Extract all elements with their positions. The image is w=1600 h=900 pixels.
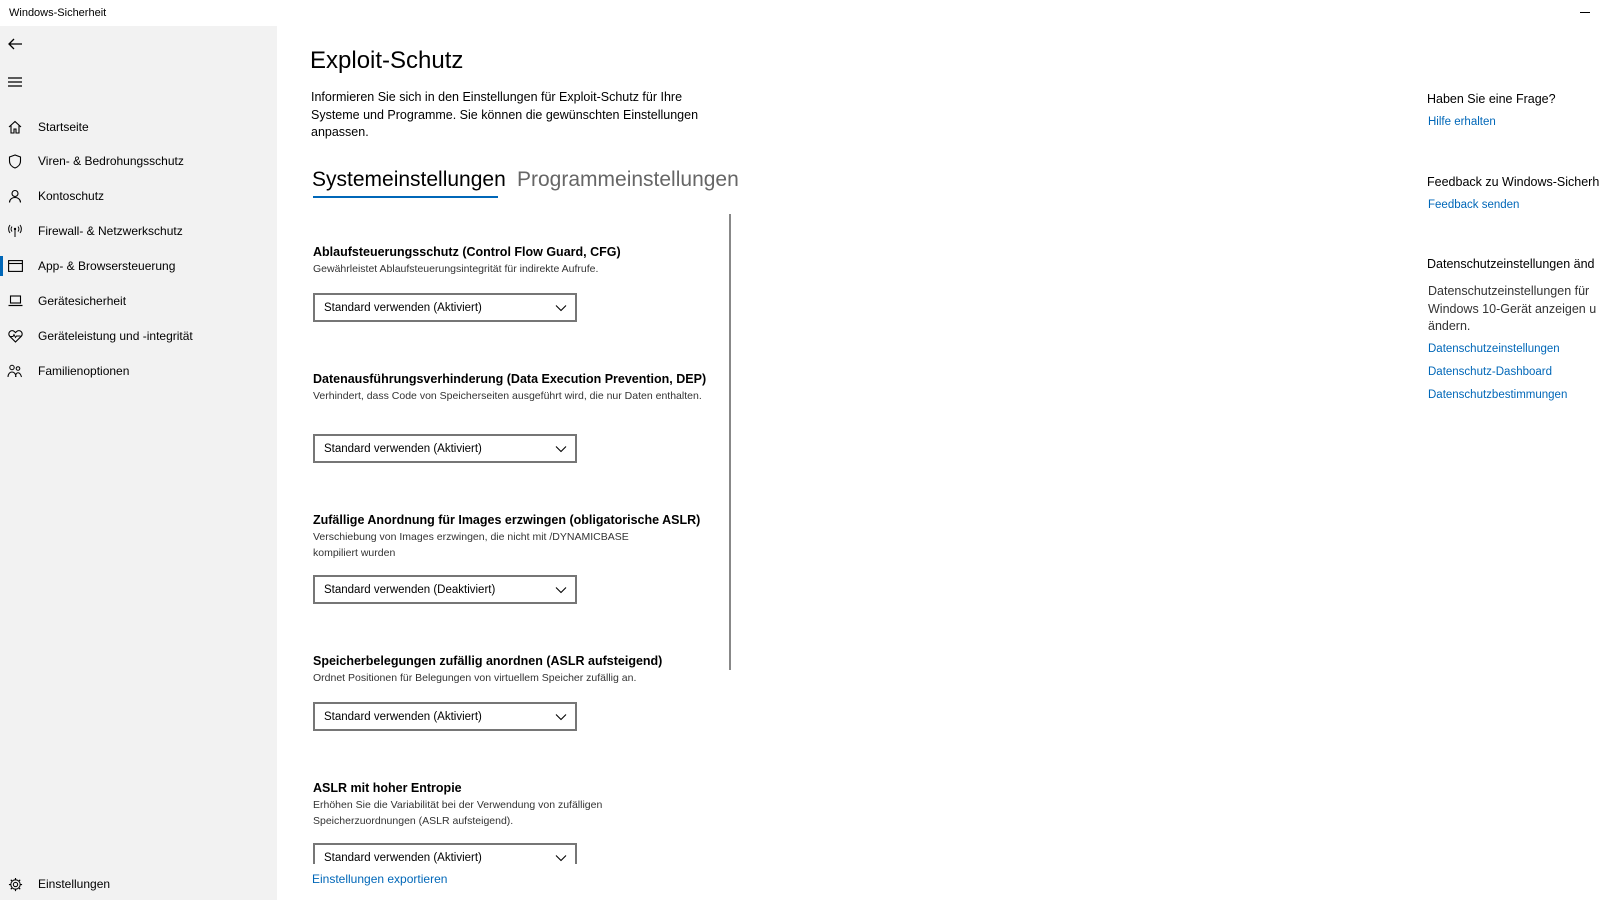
privacy-heading: Datenschutzeinstellungen änd — [1427, 257, 1595, 271]
sidebar-item-account-protection[interactable] — [0, 179, 277, 213]
sidebar-item-device-security[interactable] — [0, 284, 277, 318]
browser-window-icon — [0, 249, 30, 283]
cfg-dropdown[interactable] — [313, 293, 577, 322]
setting-heading: Speicherbelegungen zufällig anordnen (ASLR aufsteigend) — [313, 654, 663, 668]
chevron-down-icon — [555, 443, 567, 455]
setting-heading: Datenausführungsverhinderung (Data Execution Prevention, DEP) — [313, 372, 707, 386]
setting-description: Ordnet Positionen für Belegungen von virtuellem Speicher zufällig an. — [313, 672, 637, 684]
privacy-dashboard-link[interactable]: Datenschutz-Dashboard — [1428, 366, 1553, 378]
sidebar — [0, 26, 277, 900]
sidebar-item-label: Startseite — [38, 120, 89, 134]
page-description: Informieren Sie sich in den Einstellungen für Exploit-Schutz für Ihre Systeme und Programme. Sie können die gewünschten Einstellungen anpassen. — [311, 90, 699, 139]
sidebar-item-label: Gerätesicherheit — [38, 294, 127, 308]
setting-section-mandatory-aslr — [313, 512, 723, 561]
back-button[interactable] — [4, 33, 26, 55]
privacy-description: Datenschutzeinstellungen für Windows 10-Gerät anzeigen u ändern. — [1428, 284, 1597, 333]
setting-section-cfg — [313, 244, 723, 277]
shield-icon — [0, 144, 30, 178]
chevron-down-icon — [555, 711, 567, 723]
sidebar-item-family-options[interactable] — [0, 354, 277, 388]
setting-section-bottom-up-aslr — [313, 653, 723, 686]
export-settings-link[interactable]: Einstellungen exportieren — [312, 872, 448, 886]
setting-section-dep — [313, 371, 723, 404]
setting-description: Erhöhen Sie die Variabilität bei der Verwendung von zufälligen Speicherzuordnungen (ASLR aufsteigend). — [313, 799, 603, 827]
antenna-icon — [0, 214, 30, 248]
dep-dropdown[interactable] — [313, 434, 577, 463]
back-arrow-icon — [7, 36, 23, 52]
setting-section-high-entropy-aslr — [313, 780, 723, 829]
gear-icon — [0, 868, 30, 900]
laptop-icon — [0, 284, 30, 318]
sidebar-item-label: Einstellungen — [38, 877, 111, 891]
sidebar-item-firewall[interactable] — [0, 214, 277, 248]
home-icon — [0, 110, 30, 144]
tab-program-settings[interactable]: Programmeinstellungen — [517, 168, 739, 191]
setting-heading: ASLR mit hoher Entropie — [313, 781, 462, 795]
setting-heading: Zufällige Anordnung für Images erzwingen (obligatorische ASLR) — [313, 513, 701, 527]
dropdown-value: Standard verwenden (Deaktiviert) — [324, 583, 496, 596]
heart-icon — [0, 319, 30, 353]
right-help-panel — [1427, 0, 1600, 900]
chevron-down-icon — [555, 852, 567, 864]
sidebar-item-device-performance[interactable] — [0, 319, 277, 353]
sidebar-item-label: Firewall- & Netzwerkschutz — [38, 224, 183, 238]
hamburger-icon — [7, 74, 23, 90]
question-heading: Haben Sie eine Frage? — [1427, 92, 1556, 106]
get-help-link[interactable]: Hilfe erhalten — [1428, 116, 1496, 128]
dropdown-value: Standard verwenden (Aktiviert) — [324, 442, 482, 455]
setting-description: Verhindert, dass Code von Speicherseiten ausgeführt wird, die nur Daten enthalten. — [313, 390, 702, 402]
sidebar-item-virus-protection[interactable] — [0, 144, 277, 178]
dropdown-value: Standard verwenden (Aktiviert) — [324, 710, 482, 723]
scrollbar[interactable] — [729, 214, 731, 670]
hamburger-menu-button[interactable] — [4, 71, 26, 93]
sidebar-item-app-browser-control[interactable] — [0, 249, 277, 283]
tab-system-settings[interactable]: Systemeinstellungen — [312, 168, 506, 191]
sidebar-item-label: Kontoschutz — [38, 189, 105, 203]
window-title: Windows-Sicherheit — [9, 7, 107, 19]
sidebar-item-settings[interactable] — [0, 868, 277, 900]
person-icon — [0, 179, 30, 213]
mandatory-aslr-dropdown[interactable] — [313, 575, 577, 604]
chevron-down-icon — [555, 584, 567, 596]
dropdown-value: Standard verwenden (Aktiviert) — [324, 301, 482, 314]
chevron-down-icon — [555, 302, 567, 314]
feedback-heading: Feedback zu Windows-Sicherh — [1427, 175, 1600, 189]
sidebar-item-label: App- & Browsersteuerung — [38, 259, 176, 273]
sidebar-item-label: Geräteleistung und -integrität — [38, 329, 193, 343]
privacy-settings-link[interactable]: Datenschutzeinstellungen — [1428, 343, 1560, 355]
sidebar-item-label: Viren- & Bedrohungsschutz — [38, 154, 184, 168]
send-feedback-link[interactable]: Feedback senden — [1428, 199, 1520, 211]
title-bar — [0, 0, 1600, 26]
page-title: Exploit-Schutz — [310, 47, 464, 74]
selected-tab-indicator — [313, 196, 498, 198]
privacy-statement-link[interactable]: Datenschutzbestimmungen — [1428, 389, 1568, 401]
setting-description: Gewährleistet Ablaufsteuerungsintegrität für indirekte Aufrufe. — [313, 263, 599, 275]
setting-heading: Ablaufsteuerungsschutz (Control Flow Guard, CFG) — [313, 245, 621, 259]
family-icon — [0, 354, 30, 388]
bottom-up-aslr-dropdown[interactable] — [313, 702, 577, 731]
sidebar-item-home[interactable] — [0, 110, 277, 144]
setting-description: Verschiebung von Images erzwingen, die nicht mit /DYNAMICBASE kompiliert wurden — [313, 531, 629, 559]
sidebar-item-label: Familienoptionen — [38, 364, 130, 378]
dropdown-value: Standard verwenden (Aktiviert) — [324, 851, 482, 864]
